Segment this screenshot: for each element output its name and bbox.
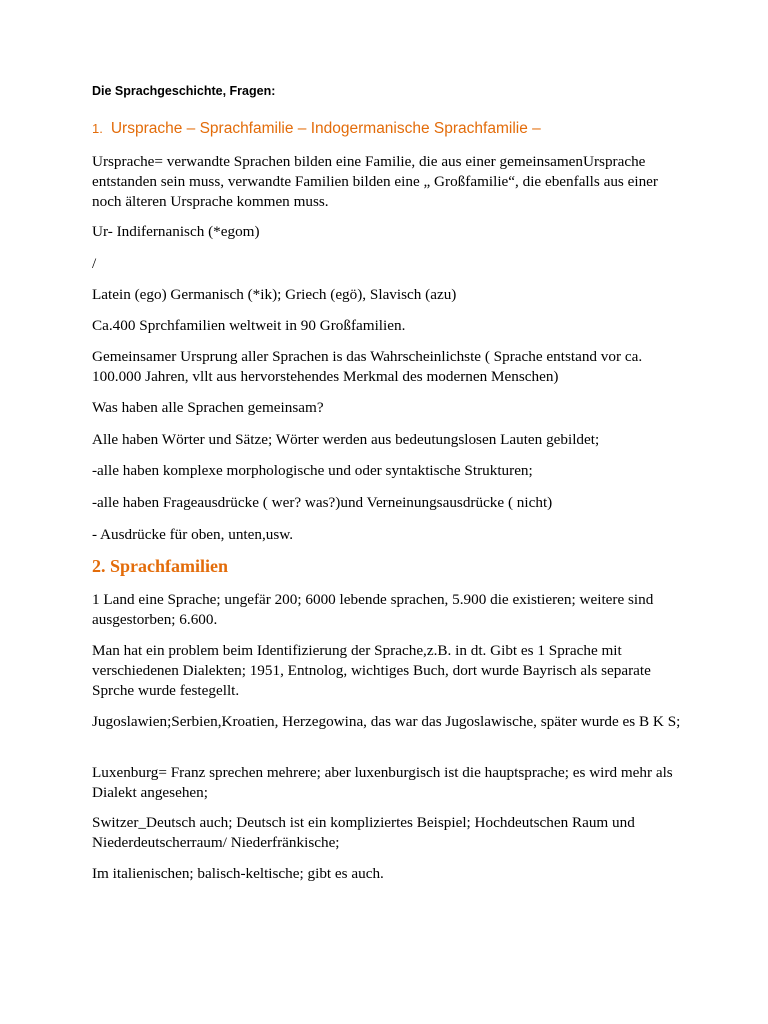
- paragraph: 1 Land eine Sprache; ungefär 200; 6000 lebende sprachen, 5.900 die existieren; weitere sind ausgestorben; 6.600.: [92, 591, 654, 628]
- paragraph: - Ausdrücke für oben, unten,usw.: [92, 526, 294, 543]
- document-title: Die Sprachgeschichte, Fragen:: [92, 84, 276, 98]
- paragraph: Gemeinsamer Ursprung aller Sprachen is das Wahrscheinlichste ( Sprache entstand vor ca. 100.000 Jahren, vllt aus hervorstehendes Merkmal des modernen Menschen): [92, 348, 643, 385]
- paragraph: /: [92, 255, 97, 272]
- paragraph: Man hat ein problem beim Identifizierung der Sprache,z.B. in dt. Gibt es 1 Sprache mit verschiedenen Dialekten; 1951, Entnolog, wichtiges Buch, dort wurde Bayrisch als separate Sprche wurde festegellt.: [92, 642, 651, 699]
- paragraph: Im italienischen; balisch-keltische; gibt es auch.: [92, 865, 384, 882]
- paragraph: Alle haben Wörter und Sätze; Wörter werden aus bedeutungslosen Lauten gebildet;: [92, 431, 600, 448]
- paragraph: -alle haben komplexe morphologische und oder syntaktische Strukturen;: [92, 462, 533, 479]
- paragraph: Luxenburg= Franz sprechen mehrere; aber luxenburgisch ist die hauptsprache; es wird mehr als Dialekt angesehen;: [92, 764, 673, 801]
- paragraph: Was haben alle Sprachen gemeinsam?: [92, 399, 324, 416]
- paragraph: Ur- Indifernanisch (*egom): [92, 223, 260, 240]
- section-1-heading-text: Ursprache – Sprachfamilie – Indogermanische Sprachfamilie –: [110, 120, 541, 137]
- paragraph: Switzer_Deutsch auch; Deutsch ist ein kompliziertes Beispiel; Hochdeutschen Raum und Niederdeutscherraum/ Niederfränkische;: [92, 814, 635, 851]
- paragraph: Jugoslawien;Serbien,Kroatien, Herzegowina, das war das Jugoslawische, später wurde es B K S;: [92, 713, 681, 730]
- section-2-heading: 2. Sprachfamilien: [92, 556, 229, 576]
- section-1-number: 1.: [92, 121, 103, 136]
- section-1-heading: [92, 120, 541, 138]
- paragraph: Latein (ego) Germanisch (*ik); Griech (egö), Slavisch (azu): [92, 286, 457, 303]
- paragraph: Ursprache= verwandte Sprachen bilden eine Familie, die aus einer gemeinsamenUrsprache entstanden sein muss, verwandte Familien bilden eine „ Großfamilie“, die ebenfalls aus einer noch älteren Ursprache kommen muss.: [92, 153, 658, 210]
- paragraph: -alle haben Frageausdrücke ( wer? was?)und Verneinungsausdrücke ( nicht): [92, 494, 553, 511]
- paragraph: Ca.400 Sprchfamilien weltweit in 90 Großfamilien.: [92, 317, 406, 334]
